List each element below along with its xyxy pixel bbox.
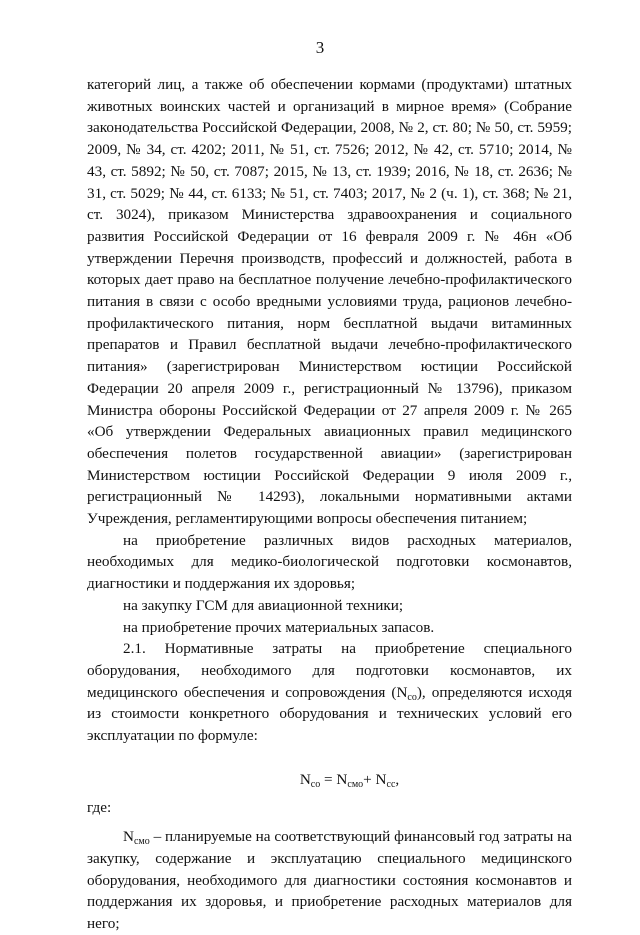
paragraph-fuel: на закупку ГСМ для авиационной техники; [123,596,404,614]
nsmo-symbol: N [123,828,134,846]
formula-term1-subscript: смо [347,778,364,790]
formula-equals: = [320,770,337,788]
formula-lhs-subscript: со [310,778,321,790]
paragraph-legal-references: категорий лиц, а также об обеспечении кормами (продуктами) штатных животных воинских частей и организаций в мирное время» (Собрание законодательства Российской Федерации, 2008, № 2, ст. 80; № 50, ст. 5959; 2009, № 34, ст. 4202; 2011, № 51, ст. 7526; 2012, № 42, ст. 5710; 2014, № 43, ст. 5892; № 50, ст. 7087; 2015, № 13, ст. 1939; 2016, № 18, ст. 2636; № 31, ст. 5029; № 44, ст. 6133; № 51, ст. 7403; 2017, № 2 (ч. 1), ст. 368; № 21, ст. 3024), приказом Министерства здравоохранения и социального развития Российской Федерации от 16 февраля 2009 г. № 46н «Об утверждении Перечня производств, профессий и должностей, работа в которых дает право на бесплатное получение лечебно-профилактического питания в связи с особо вредными условиями труда, рационов лечебно-профилактического питания, норм бесплатной выдачи витаминных препаратов и Правил бесплатной выдачи лечебно-профилактического питания» (зарегистрирован Министерством юстиции Российской Федерации 20 апреля 2009 г., регистрационный № 13796), приказом Министра обороны Российской Федерации от 27 апреля 2009 г. № 265 «Об утверждении Федеральных авиационных правил медицинского обеспечения полетов государственной авиации» (зарегистрирован Министерством юстиции Российской Федерации 9 июля 2009 г., регистрационный № 14293), локальными нормативными актами Учреждения, регламентирующими вопросы обеспечения питанием; [87,76,572,528]
paragraph-other-supplies: на приобретение прочих материальных запасов. [123,618,435,636]
document-body [87,74,572,935]
formula-term2-subscript: сс [386,778,396,790]
formula-lhs-symbol: N [299,770,311,788]
paragraph-nsmo-definition [87,826,572,935]
paragraph-consumables: на приобретение различных видов расходных материалов, необходимых для медико-биологической подготовки космонавтов, диагностики и поддержания их здоровья; [87,531,572,593]
nsmo-subscript: смо [133,836,150,848]
nsmo-definition-text: – планируемые на соответствующий финансовый год затраты на закупку, содержание и эксплуатацию специального медицинского оборудования, необходимого для диагностики состояния космонавтов и поддержания их здоровья, и приобретение расходных материалов для него; [87,828,572,933]
page-number: 3 [315,38,325,57]
formula-end: , [395,770,400,788]
section-2-1-subscript: со [407,691,417,703]
formula-term2-symbol: N [375,770,387,788]
formula [87,769,572,791]
section-2-1-text-end: ), определяются исходя из стоимости конкретного оборудования и технических условий его эксплуатации по формуле: [87,683,572,745]
section-2-1-text-start: 2.1. Нормативные затраты на приобретение специального оборудования, необходимого для подготовки космонавтов, их медицинского обеспечения и сопровождения (N [87,640,572,701]
formula-term1-symbol: N [336,770,348,788]
where-label: где: [87,798,112,816]
paragraph-section-2-1 [87,638,572,747]
formula-plus: + [363,770,376,788]
